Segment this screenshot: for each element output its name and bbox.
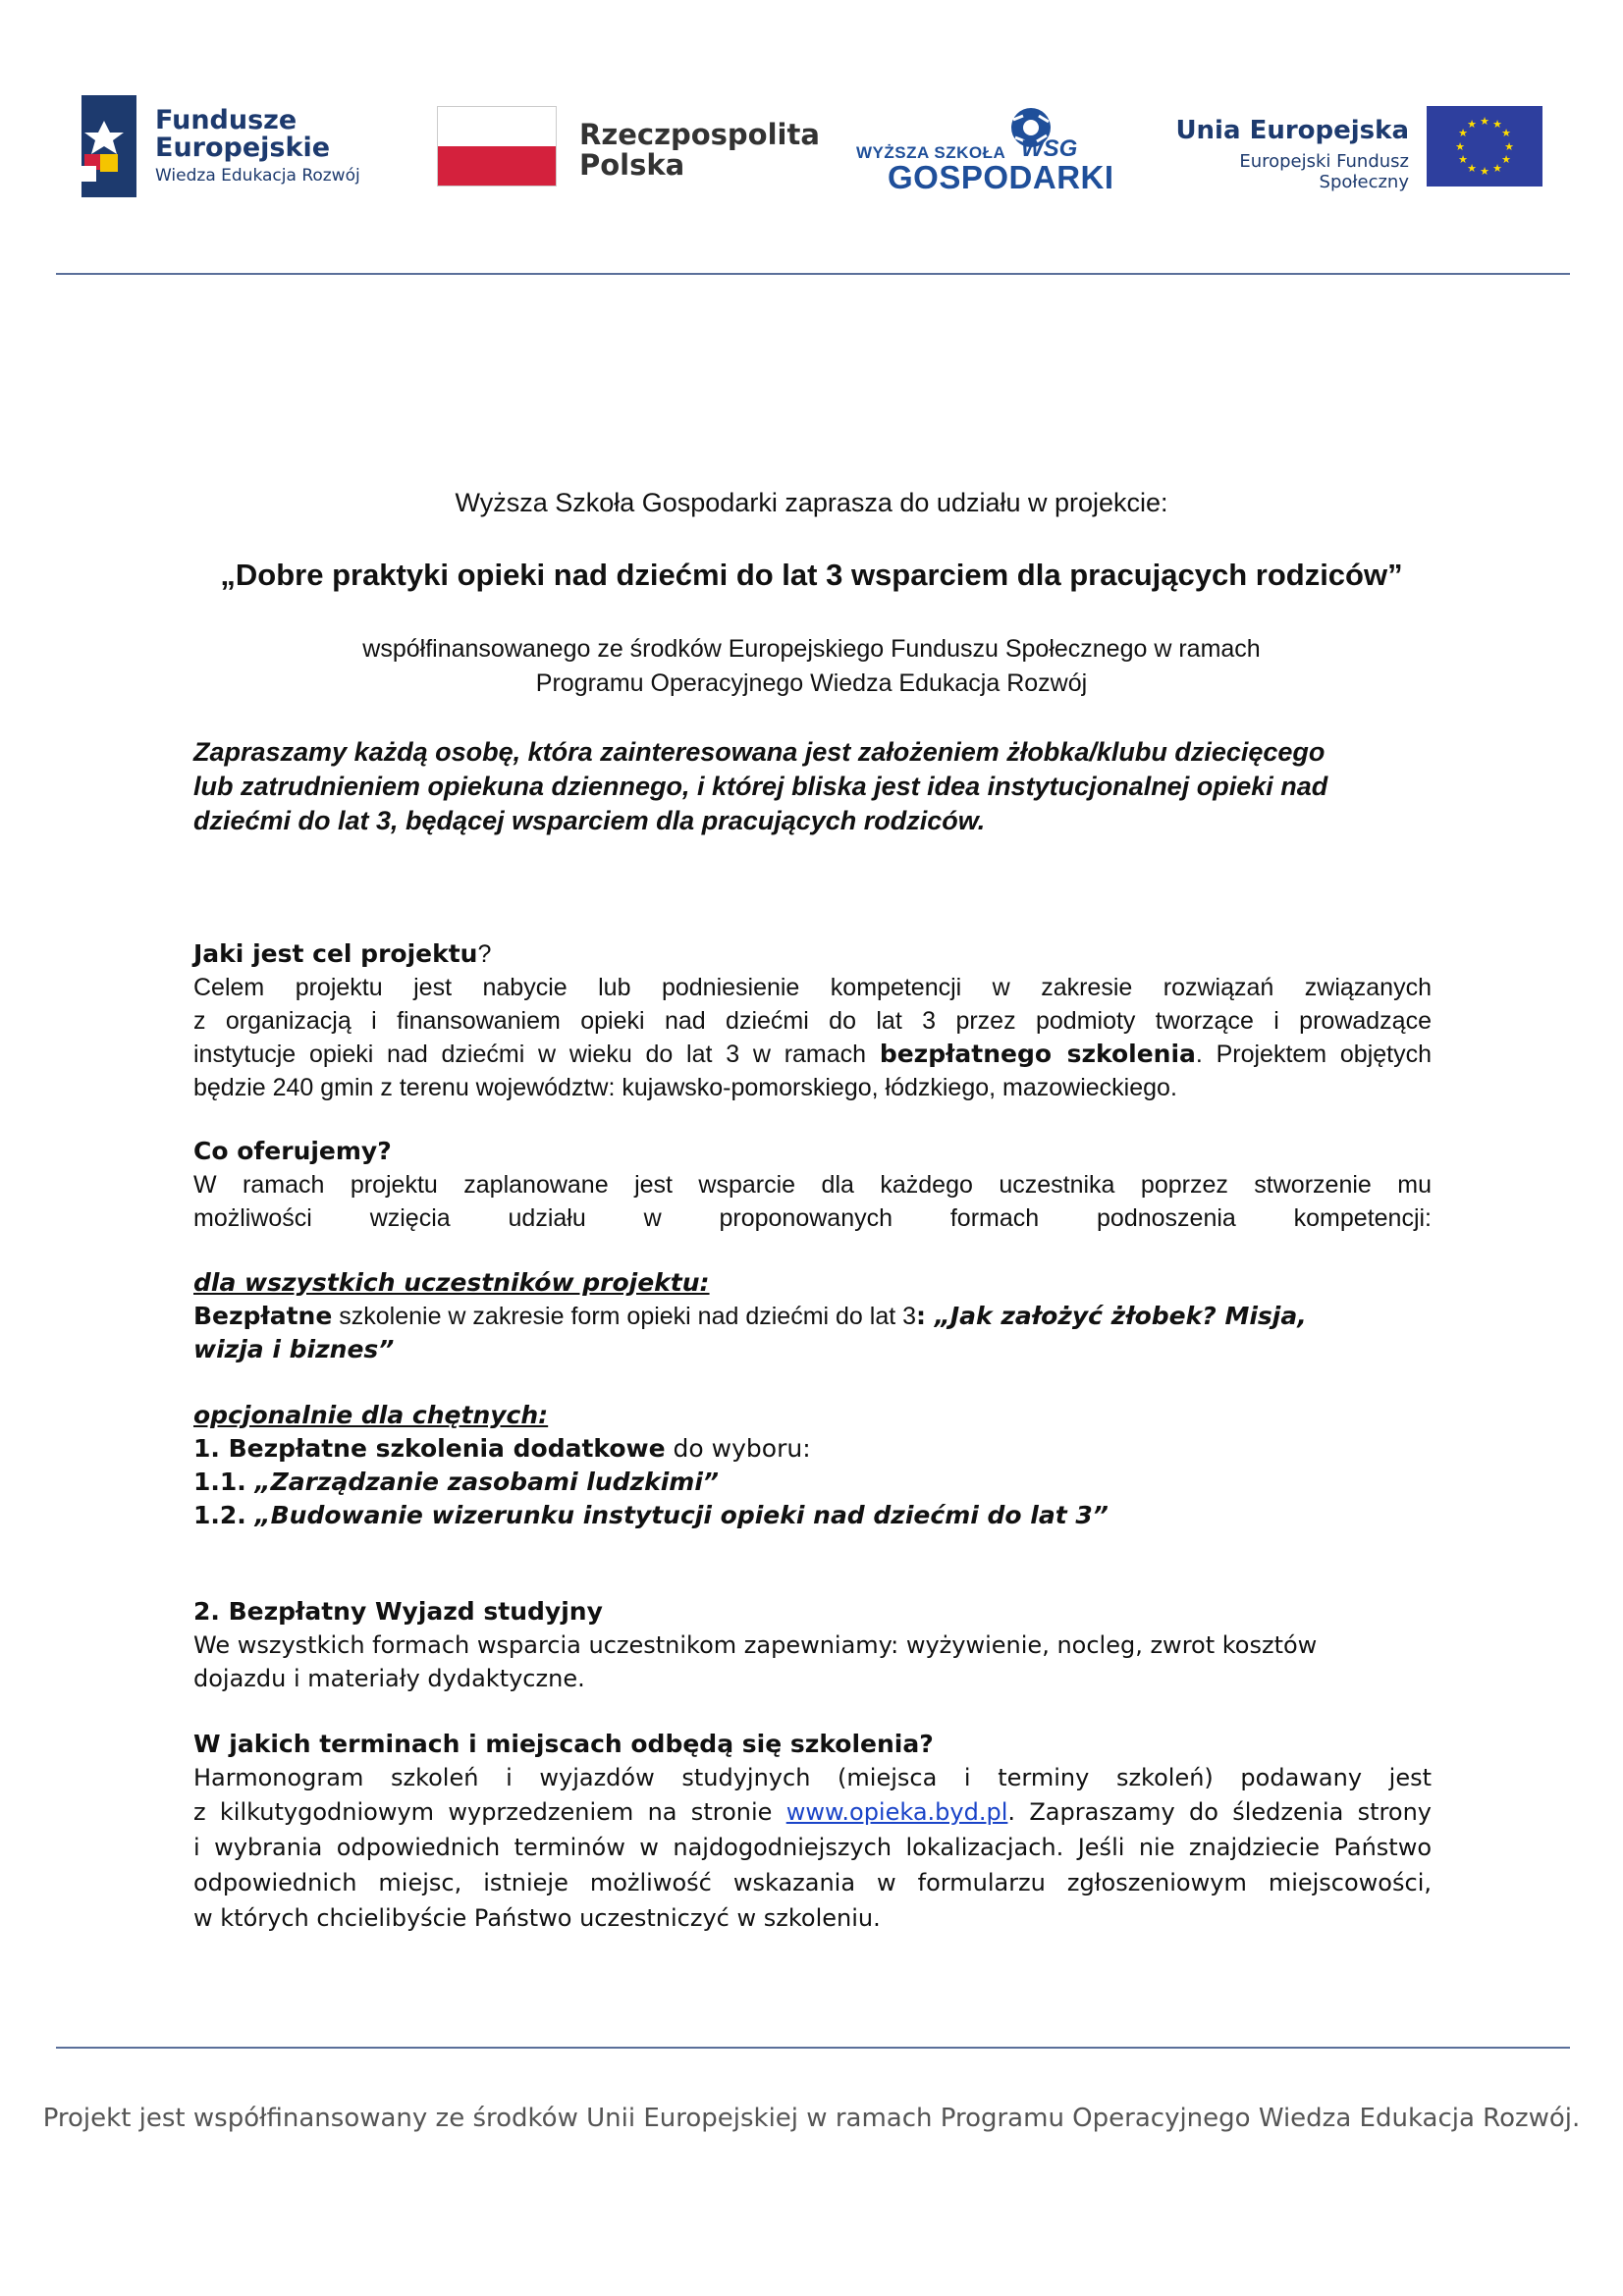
- fe-logo-line2: Europejskie: [155, 133, 331, 163]
- schedule-heading: W jakich terminach i miejscach odbędą się szkolenia?: [193, 1730, 934, 1758]
- optional-item1: [193, 1432, 1432, 1466]
- optional-item2-line1: We wszystkich formach wsparcia uczestnikom zapewniamy: wyżywienie, nocleg, zwrot kosztów: [193, 1631, 1318, 1659]
- schedule-line4: odpowiednich miejsc, istnieje możliwość wskazania w formularzu zgłoszeniowym miejscowości,: [193, 1869, 1432, 1896]
- goal-heading-text: Jaki jest cel projektu: [193, 939, 478, 968]
- optional-item2-line2: dojazdu i materiały dydaktyczne.: [193, 1665, 585, 1692]
- optional-item1-bold: 1. Bezpłatne szkolenia dodatkowe: [193, 1434, 666, 1463]
- project-title: „Dobre praktyki opieki nad dziećmi do lat 3 wsparciem dla pracujących rodziców”: [220, 558, 1403, 592]
- fe-logo-line1: Fundusze: [155, 105, 298, 135]
- optional-item11-num: 1.1.: [193, 1468, 255, 1496]
- goal-line3-pre: instytucje opieki nad dziećmi w wieku do lat 3 w ramach: [193, 1041, 880, 1068]
- optional-item12: [193, 1499, 1432, 1532]
- schedule-line2-pre: z kilkutygodniowym wyprzedzeniem na stronie: [193, 1798, 786, 1826]
- svg-text:★: ★: [1467, 118, 1477, 131]
- ue-logo-line2: Europejski Fundusz Społeczny: [1239, 151, 1409, 192]
- goal-line2: z organizacją i finansowaniem opieki nad dziećmi do lat 3 przez podmioty tworzące i prowadzące: [193, 1007, 1432, 1035]
- optional-item11: [193, 1466, 1432, 1499]
- goal-line3-post: . Projektem objętych: [1195, 1041, 1433, 1068]
- goal-line1: Celem projektu jest nabycie lub podniesienie kompetencji w zakresie rozwiązań związanych: [193, 974, 1432, 1001]
- goal-line3: [193, 1038, 1432, 1071]
- section-study-trip: [193, 1595, 1432, 1695]
- logo-fundusze-europejskie: [79, 93, 373, 201]
- all-participants-text: szkolenie w zakresie form opieki nad dziećmi do lat 3: [332, 1303, 917, 1330]
- all-participants-colon: :: [916, 1302, 935, 1330]
- schedule-line3: i wybrania odpowiednich terminów w najdogodniejszych lokalizacjach. Jeśli nie znajdziecie Państwo: [193, 1834, 1432, 1861]
- rp-logo-line2: Polska: [579, 148, 685, 182]
- optional-heading: opcjonalnie dla chętnych:: [193, 1401, 549, 1429]
- svg-text:★: ★: [1480, 165, 1489, 178]
- offer-line1: W ramach projektu zaplanowane jest wsparcie dla każdego uczestnika poprzez stworzenie mu: [193, 1171, 1432, 1199]
- optional-item12-title: „Budowanie wizerunku instytucji opieki nad dziećmi do lat 3”: [254, 1501, 1109, 1529]
- invitation-line3: dziećmi do lat 3, będącej wsparciem dla pracujących rodziców.: [193, 806, 986, 835]
- optional-item12-num: 1.2.: [193, 1501, 255, 1529]
- svg-text:★: ★: [1492, 118, 1502, 131]
- cofinancing-line2: Programu Operacyjnego Wiedza Edukacja Rozwój: [535, 669, 1088, 697]
- section-goal: [193, 937, 1432, 1104]
- invitation-line2: lub zatrudnieniem opiekuna dziennego, i której bliska jest idea instytucjonalnej opieki nad: [193, 772, 1328, 801]
- goal-line4: będzie 240 gmin z terenu województw: kujawsko-pomorskiego, łódzkiego, mazowieckiego.: [193, 1074, 1177, 1101]
- header-divider: [56, 273, 1570, 275]
- offer-heading: Co oferujemy?: [193, 1137, 392, 1165]
- logo-unia-europejska: [1154, 106, 1546, 190]
- fe-logo-line3: Wiedza Edukacja Rozwój: [155, 166, 360, 186]
- svg-text:★: ★: [1501, 153, 1511, 166]
- offer-line2: możliwości wzięcia udziału w proponowanych formach podnoszenia kompetencji:: [193, 1204, 1432, 1232]
- svg-text:★: ★: [1501, 127, 1511, 139]
- svg-text:★: ★: [1455, 140, 1465, 153]
- footer-text: Projekt jest współfinansowany ze środków Unii Europejskiej w ramach Programu Operacyjnego Wiedza Edukacja Rozwój.: [42, 2104, 1581, 2133]
- ue-logo-line1: Unia Europejska: [1175, 116, 1409, 145]
- optional-item2: 2. Bezpłatny Wyjazd studyjny: [193, 1597, 603, 1626]
- logo-rzeczpospolita-polska: [437, 106, 820, 190]
- svg-text:★: ★: [1480, 115, 1489, 128]
- goal-line3-bold: bezpłatnego szkolenia: [879, 1040, 1196, 1068]
- cofinancing-text: [0, 632, 1623, 701]
- schedule-website-link[interactable]: www.opieka.byd.pl: [785, 1798, 1008, 1826]
- rp-logo-line1: Rzeczpospolita: [579, 118, 820, 151]
- cofinancing-line1: współfinansowanego ze środków Europejskiego Funduszu Społecznego w ramach: [362, 635, 1261, 663]
- optional-item11-title: „Zarządzanie zasobami ludzkimi”: [254, 1468, 719, 1496]
- course-title-a: „Jak założyć żłobek? Misja,: [934, 1302, 1307, 1330]
- all-participants-line1: [193, 1300, 1432, 1333]
- wsg-logo-line1: WYŻSZA SZKOŁA: [856, 143, 1006, 162]
- svg-text:★: ★: [1504, 140, 1514, 153]
- svg-text:★: ★: [1492, 162, 1502, 175]
- goal-heading-mark: ?: [477, 940, 492, 968]
- logo-wyzsza-szkola-gospodarki: [854, 106, 1114, 195]
- polish-flag-icon: [437, 106, 557, 187]
- goal-heading: [193, 937, 1432, 971]
- section-offer: [193, 1135, 1432, 1235]
- wsg-logo-badge: WSG: [1021, 135, 1078, 162]
- section-optional: [193, 1399, 1432, 1532]
- schedule-line5: w których chcielibyście Państwo uczestniczyć w szkoleniu.: [193, 1904, 881, 1932]
- invitation-paragraph: [193, 735, 1432, 838]
- invitation-line1: Zapraszamy każdą osobę, która zainteresowana jest założeniem żłobka/klubu dziecięcego: [193, 737, 1325, 767]
- footer-divider: [56, 2047, 1570, 2049]
- section-all-participants: [193, 1266, 1432, 1366]
- schedule-line2: [193, 1794, 1432, 1830]
- schedule-line1: Harmonogram szkoleń i wyjazdów studyjnych (miejsca i terminy szkoleń) podawany jest: [193, 1764, 1432, 1791]
- svg-text:★: ★: [1467, 162, 1477, 175]
- all-participants-heading: dla wszystkich uczestników projektu:: [193, 1268, 710, 1297]
- svg-text:★: ★: [1458, 153, 1468, 166]
- eu-flag-icon: [1427, 106, 1542, 187]
- fundusze-europejskie-mark-icon: [79, 93, 139, 199]
- svg-text:★: ★: [1458, 127, 1468, 139]
- section-schedule: [193, 1728, 1432, 1936]
- intro-text: Wyższa Szkoła Gospodarki zaprasza do udziału w projekcie:: [455, 488, 1168, 517]
- course-title-b: wizja i biznes”: [193, 1335, 395, 1363]
- all-participants-bold-start: Bezpłatne: [193, 1302, 333, 1330]
- schedule-line2-post: . Zapraszamy do śledzenia strony: [1007, 1798, 1432, 1826]
- optional-item1-rest: do wyboru:: [665, 1434, 811, 1463]
- wsg-logo-line2: GOSPODARKI: [888, 159, 1114, 195]
